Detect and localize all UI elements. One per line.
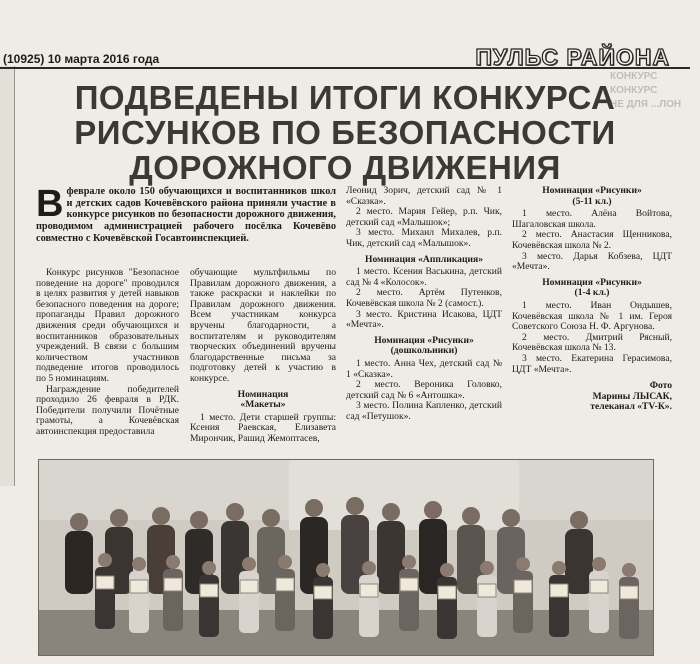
lead-text: феврале около 150 обучающихся и воспитанников школ и детских садов Кочевёвского района приняли участие в конкурсе рисунков по безопасности дорожного движения, проводимом администрацией рабочего посёлка Кочевёво совместно с Кочевёвской Госавтоинспекцией. — [36, 186, 336, 244]
article-lead — [36, 183, 336, 245]
nomination-label: Номинация «Рисунки» — [542, 276, 642, 288]
paragraph: Конкурс рисунков "Безопасное поведение на дороге" проводился в целях развития у детей навыков безопасного поведения на дороге; пропаганды Правил дорожного движения среди обучающихся и воспитанников образовательных учреждений. В связи с большим количеством участников подведение итогов проводилось по 5 номинациям. — [36, 267, 179, 384]
nomination-heading — [512, 278, 672, 299]
bleed-line: КОНКУРС — [610, 85, 658, 96]
nomination-heading — [512, 186, 672, 207]
result-entry: 2 место. Дмитрий Рясный, Кочевёвская школа № 13. — [512, 331, 672, 354]
headline-line: ПОДВЕДЕНЫ ИТОГИ КОНКУРСА — [74, 79, 616, 116]
nomination-label: Номинация «Рисунки» — [374, 334, 474, 346]
drop-cap: В — [36, 183, 64, 225]
headline-line: ДОРОЖНОГО ДВИЖЕНИЯ — [129, 149, 561, 186]
paragraph: обучающие мультфильмы по Правилам дорожного движения, а также раскраски и наклейки по Правилам дорожного движения. Всем участникам конкурса вручены благодарности, а воспитателям и руководителям творческих объединений вручены благодарственные письма за подготовку детей к участию в конкурсе. — [190, 267, 336, 384]
result-entry: 3 место. Дарья Кобзева, ЦДТ «Мечта». — [512, 250, 672, 273]
result-entry: 1 место. Дети старшей группы: Ксения Раевская, Елизавета Мирончик, Рашид Жемоптасев, — [190, 411, 336, 444]
article-headline — [30, 80, 660, 185]
credit-line: Фото — [649, 380, 672, 392]
result-entry: 2 место. Мария Гейер, р.п. Чик, детский сад «Малышок»; — [346, 206, 502, 228]
bleed-line: НЕ ДЛЯ ...ЛОН — [610, 99, 682, 110]
headline-line: РИСУНКОВ ПО БЕЗОПАСНОСТИ — [74, 114, 616, 151]
photo-credit — [512, 381, 672, 413]
group-photo — [38, 459, 654, 656]
article-column-4 — [512, 186, 672, 413]
result-entry: 2 место. Вероника Головко, детский сад № 6 «Антошка». — [346, 379, 502, 401]
bleed-line: КОНКУРС — [610, 71, 658, 82]
adjacent-column-edge — [0, 66, 15, 486]
article-column-3 — [346, 186, 502, 422]
issue-date: (10925) 10 марта 2016 года — [3, 52, 160, 66]
header-rule — [0, 67, 690, 69]
article-column-2 — [190, 268, 336, 445]
article-column-1 — [36, 268, 179, 438]
paragraph: Награждение победителей проходило 26 февраля в РДК. Победители получили Почётные грамоты, а Кочевёвская автоинспекция предоставила — [36, 383, 179, 437]
section-rubric: ПУЛЬС РАЙОНА — [475, 44, 670, 70]
result-entry: 1 место. Ксения Васькина, детский сад № 4 «Колосок». — [346, 266, 502, 288]
nomination-heading: Номинация «Аппликация» — [364, 253, 484, 265]
result-entry: 1 место. Анна Чех, детский сад № 1 «Сказка». — [346, 357, 502, 380]
result-entry: 3 место. Михаил Михалев, р.п. Чик, детский сад «Малышок». — [346, 227, 502, 249]
nomination-name: «Макеты» — [240, 399, 286, 411]
result-entry: 2 место. Артём Путенков, Кочевёвская школа № 2 (самост.). — [346, 287, 502, 309]
nomination-subtitle: (1-4 кл.) — [574, 287, 610, 299]
result-entry: 1 место. Алёна Войтова, Шагаловская школа. — [512, 208, 672, 230]
credit-line: телеканал «TV-К». — [590, 401, 672, 413]
credit-line: Марины ЛЫСАК, — [592, 390, 672, 402]
nomination-subtitle: (5-11 кл.) — [572, 195, 612, 207]
result-entry: Леонид Зорич, детский сад № 1 «Сказка». — [346, 185, 502, 207]
result-entry: 3 место. Екатерина Герасимова, ЦДТ «Мечта». — [512, 352, 672, 375]
nomination-heading — [346, 336, 502, 357]
nomination-heading — [190, 390, 336, 411]
nomination-subtitle: (дошкольники) — [390, 345, 458, 357]
group-photo-illustration — [39, 460, 653, 655]
result-entry: 1 место. Иван Ондышев, Кочевёвская школа № 1 им. Героя Советского Союза Н. Ф. Аргунова. — [512, 299, 672, 333]
result-entry: 2 место. Анастасия Щенникова, Кочевёвская школа № 2. — [512, 229, 672, 251]
nomination-label: Номинация «Рисунки» — [542, 185, 642, 196]
page-header — [0, 44, 700, 68]
nomination-label: Номинация — [237, 388, 289, 400]
result-entry: 3 место. Кристина Исакова, ЦДТ «Мечта». — [346, 308, 502, 331]
result-entry: 3 место. Полина Капленко, детский сад «Петушок». — [346, 400, 502, 422]
